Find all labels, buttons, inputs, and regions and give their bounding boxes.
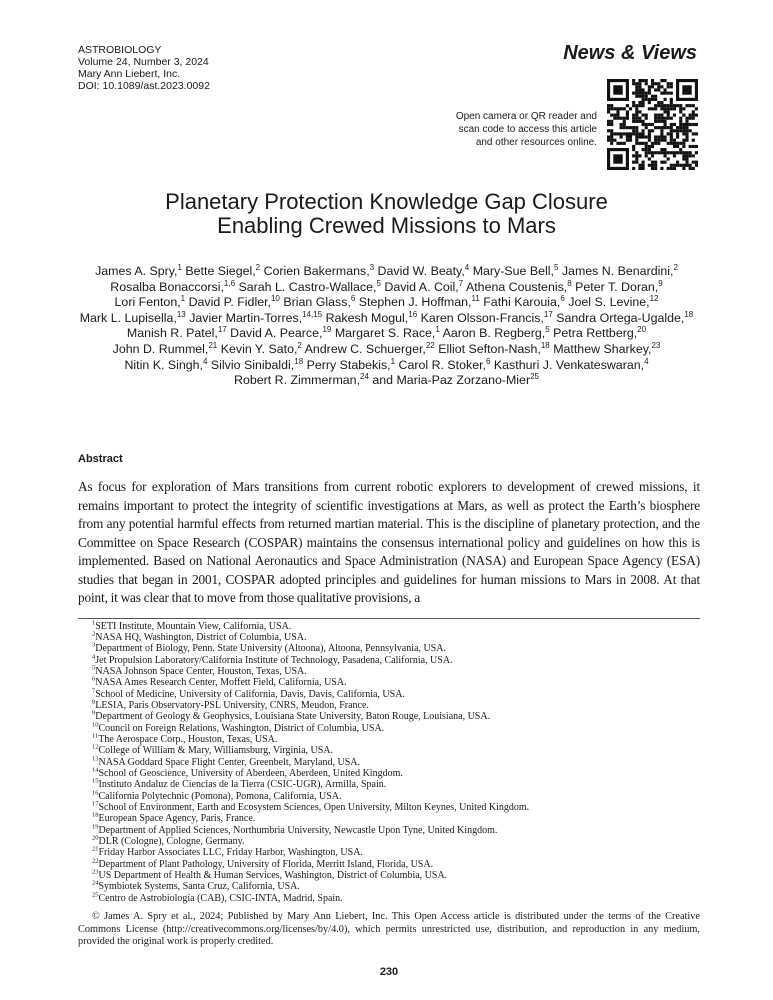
affiliation-number: 11 bbox=[92, 732, 99, 740]
author bbox=[568, 295, 658, 309]
author bbox=[211, 358, 303, 372]
author-line bbox=[0, 358, 773, 374]
affiliation bbox=[92, 689, 700, 700]
author bbox=[307, 358, 395, 372]
affiliation-number: 5 bbox=[92, 664, 96, 672]
affiliation bbox=[92, 621, 700, 632]
author-affiliation-ref: 11 bbox=[471, 294, 480, 304]
author-line bbox=[0, 326, 773, 342]
author-name: and Maria-Paz Zorzano-Mier bbox=[372, 373, 531, 388]
qr-note-line: and other resources online. bbox=[475, 137, 597, 148]
author-affiliation-ref: 18 bbox=[684, 309, 694, 319]
affiliation-number: 24 bbox=[92, 880, 99, 888]
affiliation-number: 10 bbox=[92, 721, 99, 729]
affiliation bbox=[92, 734, 700, 745]
affiliation-text: NASA Goddard Space Flight Center, Greenbelt, Maryland, USA. bbox=[98, 756, 360, 768]
affiliation bbox=[92, 813, 700, 824]
affiliation bbox=[92, 723, 700, 734]
author-name: Matthew Sharkey, bbox=[553, 341, 652, 356]
affiliation-text: NASA HQ, Washington, District of Columbia, USA. bbox=[95, 631, 307, 643]
divider bbox=[78, 618, 700, 619]
author-affiliation-ref: 5 bbox=[376, 278, 381, 288]
affiliation-number: 3 bbox=[92, 641, 96, 649]
affiliation-text: Symbiotek Systems, Santa Cruz, California, USA. bbox=[98, 881, 300, 893]
affiliation bbox=[92, 643, 700, 654]
affiliation-text: DLR (Cologne), Cologne, Germany. bbox=[98, 836, 245, 848]
affiliation bbox=[92, 825, 700, 836]
affiliation bbox=[92, 745, 700, 756]
author-affiliation-ref: 18 bbox=[540, 340, 550, 350]
affiliation bbox=[92, 655, 700, 666]
journal-volume: Volume 24, Number 3, 2024 bbox=[78, 56, 209, 68]
affiliation-text: School of Environment, Earth and Ecosystem Sciences, Open University, Milton Keynes, United Kingdom. bbox=[98, 802, 530, 813]
affiliation bbox=[92, 700, 700, 711]
author-name: Sarah L. Castro-Wallace, bbox=[238, 279, 377, 294]
author-name: Javier Martin-Torres, bbox=[189, 310, 303, 325]
author-name: Athena Coustenis, bbox=[465, 279, 568, 294]
affiliation-text: Department of Geology & Geophysics, Louisiana State University, Baton Rouge, Louisiana, USA. bbox=[95, 711, 491, 723]
affiliation-number: 4 bbox=[92, 653, 96, 661]
abstract-text: As focus for exploration of Mars transitions from current robotic explorers to development of crewed missions, it remains important to protect the integrity of scientific investigations at Mars, as well as protect the Earth’s biosphere from any potential harmful effects from returned martian material. This is the discipline of planetary protection, and the Committee on Space Research (COSPAR) maintains the consensus international policy and guidelines on how this is implemented. Based on National Aeronautics and Space Administration (NASA) and European Space Agency (ESA) studies that began in 2001, COSPAR adopted principles and guidelines for human missions to Mars in 2008. At that point, it was clear that to move from those qualitative provisions, a bbox=[78, 479, 700, 605]
affiliation-text: Friday Harbor Associates LLC, Friday Harbor, Washington, USA. bbox=[98, 847, 363, 859]
affiliation-text: California Polytechnic (Pomona), Pomona, California, USA. bbox=[98, 790, 342, 802]
author-affiliation-ref: 2 bbox=[297, 340, 302, 350]
author-affiliation-ref: 19 bbox=[322, 325, 332, 335]
author-affiliation-ref: 5 bbox=[553, 262, 559, 272]
author bbox=[473, 264, 559, 278]
author bbox=[335, 326, 440, 340]
affiliation bbox=[92, 768, 700, 779]
author bbox=[384, 280, 463, 294]
journal-info bbox=[78, 44, 210, 92]
page-number: 230 bbox=[379, 965, 399, 978]
author-name: Silvio Sinibaldi, bbox=[210, 357, 295, 372]
author-affiliation-ref: 16 bbox=[408, 309, 418, 319]
publisher: Mary Ann Liebert, Inc. bbox=[78, 68, 181, 80]
doi: DOI: 10.1089/ast.2023.0092 bbox=[78, 80, 210, 92]
author-affiliation-ref: 3 bbox=[369, 262, 375, 272]
author-affiliation-ref: 13 bbox=[176, 309, 186, 319]
affiliation-text: Department of Applied Sciences, Northumbria University, Newcastle Upon Tyne, United Kingdom. bbox=[98, 824, 498, 836]
author-affiliation-ref: 20 bbox=[637, 325, 647, 335]
author bbox=[115, 295, 186, 309]
author-name: Peter T. Doran, bbox=[575, 279, 659, 294]
author bbox=[124, 358, 207, 372]
affiliation bbox=[92, 870, 700, 881]
author-name: Aaron B. Regberg, bbox=[442, 326, 546, 341]
author-affiliation-ref: 1 bbox=[390, 356, 396, 366]
affiliation-number: 9 bbox=[92, 709, 96, 717]
qr-note-line: Open camera or QR reader and bbox=[455, 111, 597, 122]
author bbox=[110, 280, 235, 294]
author bbox=[234, 373, 369, 387]
affiliation-text: School of Medicine, University of California, Davis, Davis, California, USA. bbox=[95, 688, 405, 700]
author bbox=[185, 264, 260, 278]
author-affiliation-ref: 25 bbox=[530, 372, 539, 382]
affiliation-number: 8 bbox=[92, 698, 96, 706]
copyright-notice: © James A. Spry et al., 2024; Published by Mary Ann Liebert, Inc. This Open Access article is distributed under the terms of the Creative Commons License (http://creativecommons.org/licenses/by/4.0), which permits unrestricted use, distribution, and reproduction in any medium, provided the original work is properly credited. bbox=[78, 911, 700, 948]
affiliation-number: 7 bbox=[92, 687, 96, 695]
author-name: Fathi Karouia, bbox=[483, 295, 561, 310]
affiliation-number: 23 bbox=[92, 868, 99, 876]
author bbox=[305, 342, 435, 356]
author-affiliation-ref: 9 bbox=[658, 278, 663, 288]
author-name: John D. Rummel, bbox=[112, 341, 209, 356]
author-name: Robert R. Zimmerman, bbox=[234, 373, 361, 388]
author-line bbox=[0, 373, 773, 389]
author-affiliation-ref: 10 bbox=[270, 294, 280, 304]
author-name: Mark L. Lupisella, bbox=[79, 310, 177, 325]
affiliation bbox=[92, 847, 700, 858]
author-affiliation-ref: 6 bbox=[350, 294, 356, 304]
affiliation-text: College of William & Mary, Williamsburg, Virginia, USA. bbox=[98, 745, 334, 757]
affiliation-text: NASA Ames Research Center, Moffett Field, California, USA. bbox=[95, 677, 347, 689]
section-label: News & Views bbox=[563, 42, 697, 64]
author bbox=[264, 264, 375, 278]
author bbox=[189, 295, 280, 309]
affiliation-number: 13 bbox=[92, 755, 99, 763]
author-name: Manish R. Patel, bbox=[126, 326, 218, 341]
affiliation-number: 15 bbox=[92, 777, 99, 785]
affiliation-text: SETI Institute, Mountain View, California, USA. bbox=[95, 620, 292, 632]
affiliation bbox=[92, 677, 700, 688]
affiliation-text: Department of Plant Pathology, University of Florida, Merritt Island, Florida, USA. bbox=[98, 858, 434, 870]
affiliation-text: LESIA, Paris Observatory-PSL University, CNRS, Meudon, France. bbox=[95, 699, 369, 711]
affiliation-number: 14 bbox=[92, 766, 99, 774]
title-line: Enabling Crewed Missions to Mars bbox=[217, 213, 556, 238]
author bbox=[575, 280, 663, 294]
author-name: James A. Spry, bbox=[95, 264, 178, 278]
author-line bbox=[0, 342, 773, 358]
author bbox=[189, 311, 322, 325]
author-affiliation-ref: 5 bbox=[545, 325, 550, 335]
author-affiliation-ref: 1 bbox=[177, 262, 182, 272]
author-name: Mary-Sue Bell, bbox=[472, 264, 554, 278]
author bbox=[221, 342, 302, 356]
affiliation bbox=[92, 791, 700, 802]
author bbox=[359, 295, 480, 309]
author-affiliation-ref: 2 bbox=[255, 262, 261, 272]
author-name: Kasthuri J. Venkateswaran, bbox=[493, 357, 645, 372]
affiliation bbox=[92, 836, 700, 847]
author bbox=[283, 295, 355, 309]
author-affiliation-ref: 14,15 bbox=[302, 309, 323, 319]
author-name: David W. Beaty, bbox=[377, 264, 465, 278]
author-line bbox=[0, 264, 773, 280]
affiliation-number: 25 bbox=[92, 891, 99, 899]
affiliation-number: 2 bbox=[92, 630, 96, 638]
author-affiliation-ref: 24 bbox=[360, 372, 369, 382]
author-name: Rakesh Mogul, bbox=[325, 310, 409, 325]
author-affiliation-ref: 21 bbox=[208, 340, 218, 350]
qr-note-line: scan code to access this article bbox=[458, 124, 597, 135]
author-affiliation-ref: 22 bbox=[425, 340, 435, 350]
author-name: Joel S. Levine, bbox=[568, 295, 650, 310]
author bbox=[553, 342, 660, 356]
author-affiliation-ref: 7 bbox=[458, 278, 464, 288]
affiliation-text: Council on Foreign Relations, Washington, District of Columbia, USA. bbox=[98, 722, 385, 734]
affiliation bbox=[92, 881, 700, 892]
affiliation-text: School of Geoscience, University of Aberdeen, Aberdeen, United Kingdom. bbox=[98, 767, 403, 779]
author-name: Perry Stabekis, bbox=[306, 357, 391, 372]
author bbox=[562, 264, 678, 278]
author bbox=[556, 311, 693, 325]
author-list bbox=[0, 264, 773, 389]
affiliation-text: Centro de Astrobiología (CAB), CSIC-INTA, Madrid, Spain. bbox=[98, 892, 343, 904]
author bbox=[113, 342, 218, 356]
author-name: Stephen J. Hoffman, bbox=[358, 295, 472, 310]
qr-code-icon[interactable] bbox=[607, 79, 698, 170]
article-title bbox=[0, 190, 773, 238]
author-affiliation-ref: 1 bbox=[180, 294, 186, 304]
affiliation-number: 17 bbox=[92, 800, 99, 808]
affiliation bbox=[92, 711, 700, 722]
affiliation-text: Instituto Andaluz de Ciencias de la Tierra (CSIC-UGR), Armilla, Spain. bbox=[98, 779, 387, 791]
author bbox=[443, 326, 550, 340]
affiliation bbox=[92, 893, 700, 904]
affiliation-text: US Department of Health & Human Services, Washington, District of Columbia, USA. bbox=[98, 870, 448, 882]
author-name: Brian Glass, bbox=[283, 295, 351, 310]
author-name: Kevin Y. Sato, bbox=[220, 341, 298, 356]
author-name: Carol R. Stoker, bbox=[398, 357, 486, 372]
author bbox=[95, 264, 182, 278]
author bbox=[372, 373, 539, 387]
affiliation bbox=[92, 779, 700, 790]
author-name: Petra Rettberg, bbox=[553, 326, 638, 341]
title-line: Planetary Protection Knowledge Gap Closure bbox=[165, 189, 608, 214]
author-name: Andrew C. Schuerger, bbox=[304, 341, 426, 356]
affiliation-number: 1 bbox=[92, 619, 96, 627]
author-name: James N. Benardini, bbox=[561, 264, 674, 278]
author-affiliation-ref: 4 bbox=[203, 356, 208, 366]
author-name: Elliot Sefton-Nash, bbox=[438, 341, 541, 356]
author-affiliation-ref: 17 bbox=[217, 325, 227, 335]
author-name: David A. Pearce, bbox=[230, 326, 323, 341]
affiliation-number: 16 bbox=[92, 789, 99, 797]
author-name: Rosalba Bonaccorsi, bbox=[110, 279, 224, 294]
author-affiliation-ref: 6 bbox=[486, 356, 491, 366]
author-name: Karen Olsson-Francis, bbox=[420, 310, 544, 325]
author-name: Lori Fenton, bbox=[114, 295, 181, 310]
affiliation-text: Jet Propulsion Laboratory/California Institute of Technology, Pasadena, California, USA. bbox=[95, 654, 453, 666]
author bbox=[494, 358, 649, 372]
affiliation bbox=[92, 757, 700, 768]
author-affiliation-ref: 23 bbox=[651, 340, 661, 350]
affiliation-text: Department of Biology, Penn. State University (Altoona), Altoona, Pennsylvania, USA. bbox=[95, 643, 446, 655]
affiliation-number: 21 bbox=[92, 846, 99, 854]
author bbox=[239, 280, 381, 294]
affiliation-number: 20 bbox=[92, 834, 99, 842]
author-name: Sandra Ortega-Ugalde, bbox=[556, 310, 685, 325]
journal-name: ASTROBIOLOGY bbox=[78, 44, 162, 56]
author-affiliation-ref: 1,6 bbox=[223, 278, 236, 288]
qr-note bbox=[397, 110, 597, 149]
affiliation bbox=[92, 666, 700, 677]
affiliation-number: 18 bbox=[92, 812, 99, 820]
author-line bbox=[0, 295, 773, 311]
affiliation-text: The Aerospace Corp., Houston, Texas, USA. bbox=[98, 733, 278, 745]
author-affiliation-ref: 2 bbox=[673, 262, 678, 272]
author-name: David P. Fidler, bbox=[188, 295, 271, 310]
author bbox=[438, 342, 550, 356]
author bbox=[553, 326, 646, 340]
author bbox=[399, 358, 491, 372]
body-flow bbox=[78, 452, 700, 999]
affiliation bbox=[92, 859, 700, 870]
author bbox=[127, 326, 227, 340]
affiliation-text: European Space Agency, Paris, France. bbox=[98, 813, 256, 825]
author-name: Nitin K. Singh, bbox=[124, 357, 203, 372]
author-name: Corien Bakermans, bbox=[263, 264, 370, 278]
author-line bbox=[0, 311, 773, 327]
author bbox=[466, 280, 572, 294]
affiliation-number: 6 bbox=[92, 675, 96, 683]
author bbox=[378, 264, 470, 278]
abstract-heading: Abstract bbox=[78, 453, 123, 465]
affiliation bbox=[92, 632, 700, 643]
author-name: Margaret S. Race, bbox=[334, 326, 436, 341]
author-affiliation-ref: 18 bbox=[294, 356, 304, 366]
author-affiliation-ref: 6 bbox=[560, 294, 565, 304]
affiliation-text: NASA Johnson Space Center, Houston, Texas, USA. bbox=[95, 665, 307, 677]
affiliation-number: 12 bbox=[92, 743, 99, 751]
author bbox=[326, 311, 418, 325]
affiliation-number: 22 bbox=[92, 857, 99, 865]
author-affiliation-ref: 17 bbox=[543, 309, 553, 319]
author-name: David A. Coil, bbox=[384, 279, 459, 294]
author-affiliation-ref: 8 bbox=[567, 278, 572, 288]
author-affiliation-ref: 1 bbox=[435, 325, 440, 335]
author bbox=[483, 295, 565, 309]
author-affiliation-ref: 12 bbox=[649, 294, 659, 304]
author bbox=[230, 326, 331, 340]
affiliation-list bbox=[92, 621, 700, 905]
author bbox=[80, 311, 186, 325]
author-affiliation-ref: 4 bbox=[644, 356, 649, 366]
affiliation bbox=[92, 802, 700, 813]
author-affiliation-ref: 4 bbox=[464, 262, 470, 272]
author bbox=[421, 311, 553, 325]
affiliation-number: 19 bbox=[92, 823, 99, 831]
author-name: Bette Siegel, bbox=[185, 264, 256, 278]
author-line bbox=[0, 280, 773, 296]
